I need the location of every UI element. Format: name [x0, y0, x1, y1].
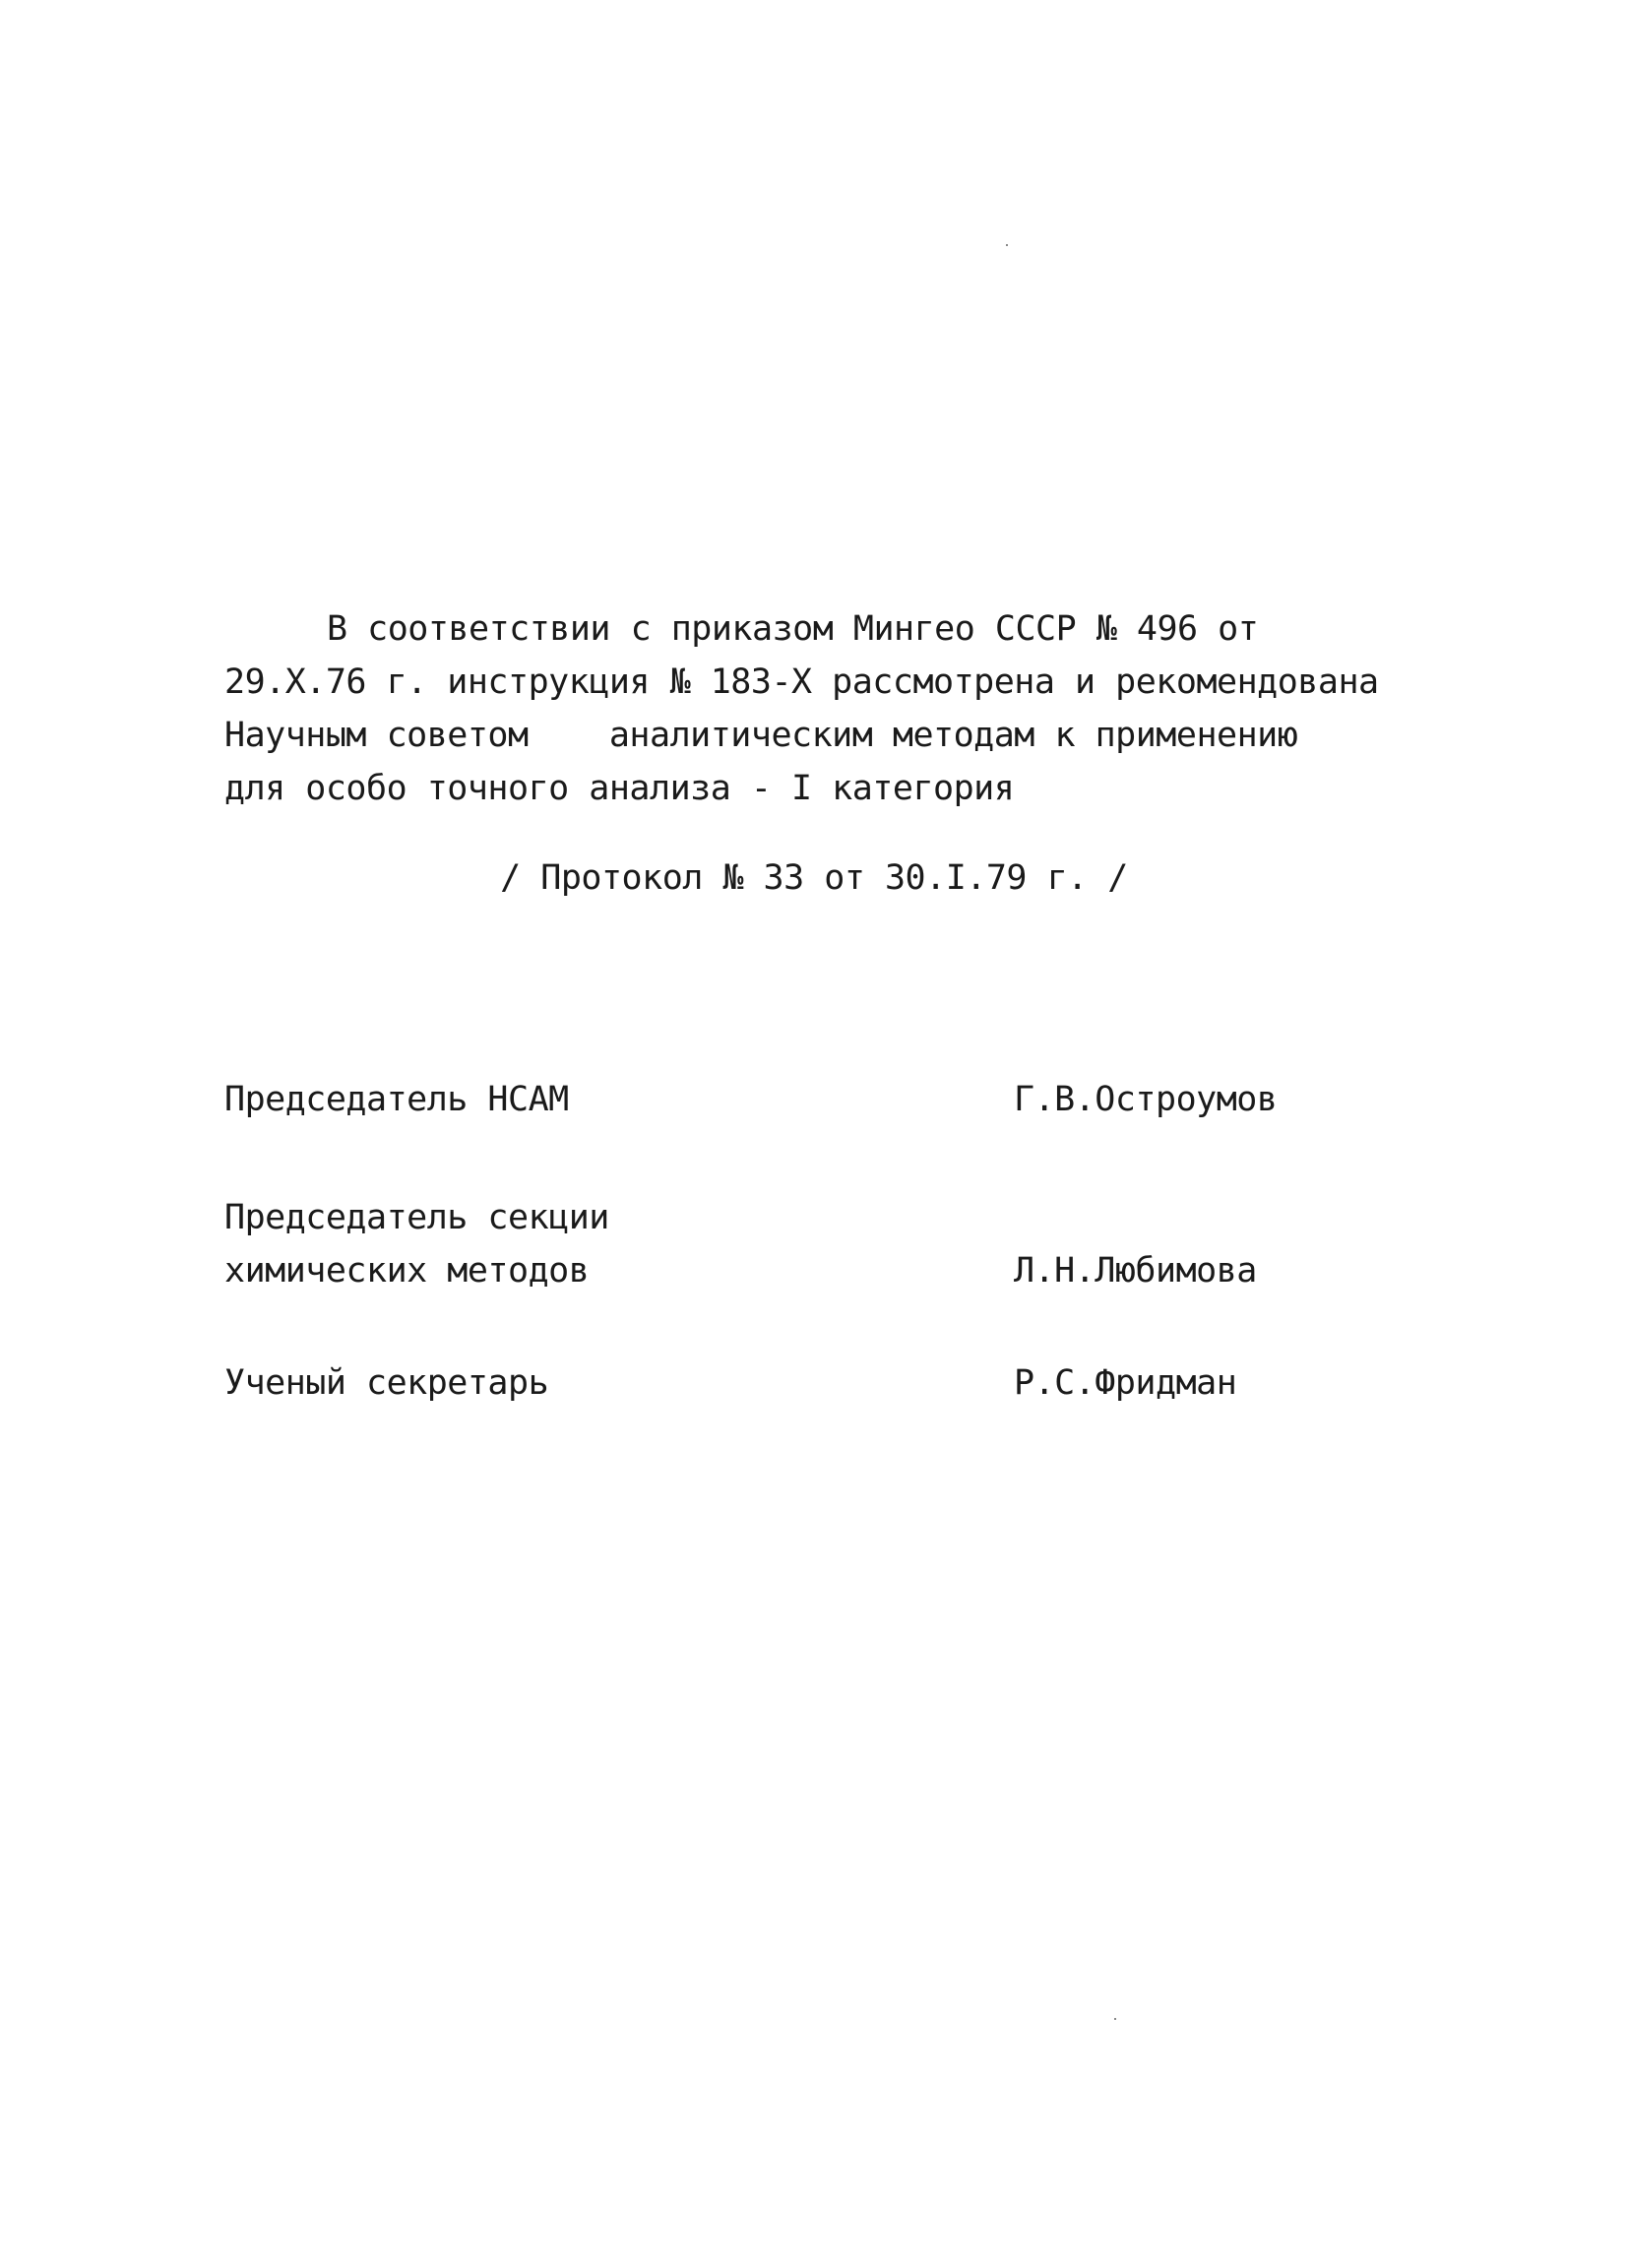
- signatory-name: Г.В.Остроумов: [1014, 1080, 1278, 1119]
- signatory-name: Р.С.Фридман: [1014, 1363, 1237, 1403]
- signatory-role: Председатель НСАМ: [224, 1080, 569, 1119]
- signatory-name: Л.Н.Любимова: [1014, 1251, 1257, 1291]
- signatory-block: [224, 1073, 1307, 1126]
- signatory-block: [224, 1191, 1307, 1297]
- signatory-block: [224, 1356, 1307, 1410]
- protocol-reference: / Протокол № 33 от 30.I.79 г. /: [500, 858, 1128, 898]
- intro-paragraph: [224, 602, 1445, 815]
- scan-speck: [1114, 2018, 1116, 2020]
- intro-line: 29.X.76 г. инструкция № 183-Х рассмотрена и рекомендована: [224, 662, 1379, 702]
- intro-line: для особо точного анализа - I категория: [224, 769, 1015, 808]
- signatory-role: Председатель секции: [224, 1198, 609, 1237]
- intro-line: Научным советом аналитическим методам к применению: [224, 716, 1298, 755]
- scan-speck: [1006, 244, 1008, 246]
- signatory-role: химических методов: [224, 1251, 590, 1291]
- signatory-role: Ученый секретарь: [224, 1363, 549, 1403]
- intro-line: В соответствии с приказом Мингео СССР № 496 от: [327, 609, 1259, 649]
